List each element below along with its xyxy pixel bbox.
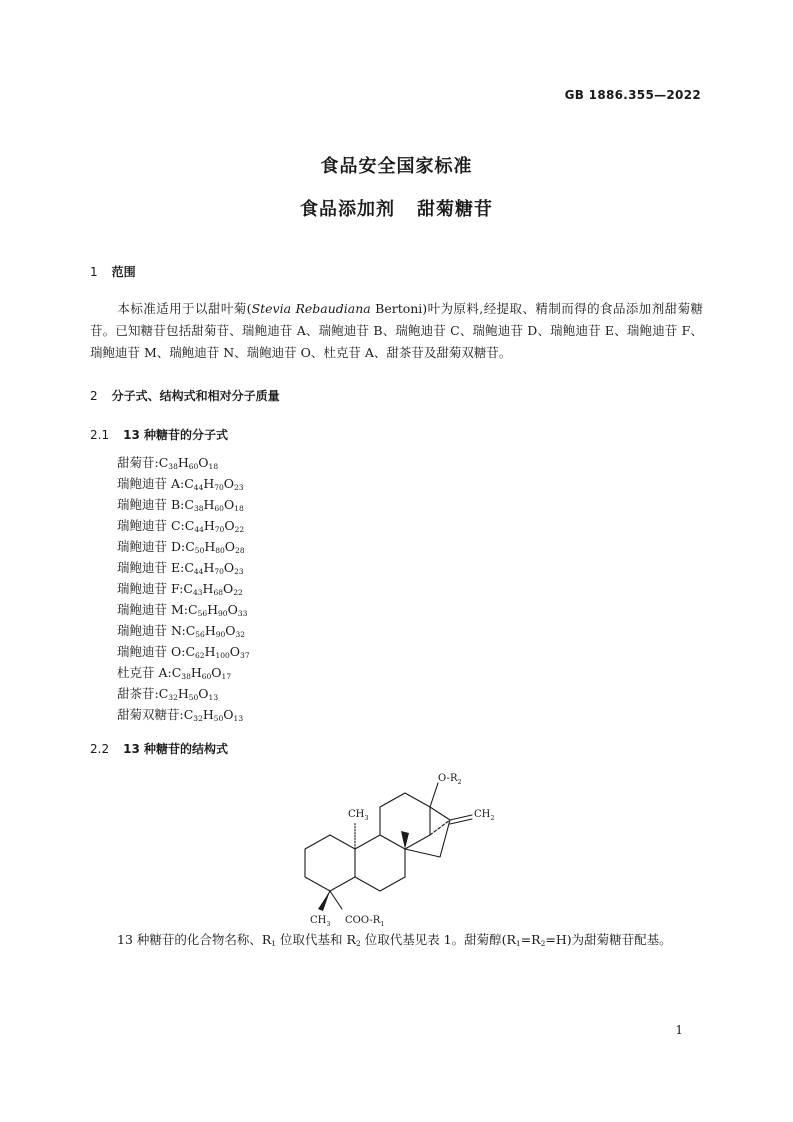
formula-item: 甜茶苷$:C_{32}H_{50}O_{13}$ xyxy=(117,686,219,702)
oxygen-count: 33 xyxy=(237,609,248,618)
formula-item: 杜克苷 $A:C_{38}H_{60}O_{17}$ xyxy=(117,665,232,681)
label-coor1: COO-$R_1$ xyxy=(345,915,385,927)
compound-name: 瑞鲍迪苷 M: xyxy=(117,602,188,617)
section-title: 13 种糖苷的分子式 xyxy=(123,428,228,442)
carbon-count: 38 xyxy=(181,672,191,681)
paragraph-text-post: Bertoni)叶为原料,经提取、精制而得的食品添加剂甜菊糖苷。已知糖苷包括甜菊苷、瑞鲍迪苷 A、瑞鲍迪苷 B、瑞鲍迪苷 C、瑞鲍迪苷 D、瑞鲍迪苷 E、瑞鲍迪苷 F、瑞鲍迪苷 M、瑞鲍迪苷 N、瑞鲍迪苷 O、杜克苷 A、甜茶苷及甜菊双糖苷。 xyxy=(90,301,703,360)
note-text-b: 位取代基和 R xyxy=(276,932,356,947)
carbon-count: 56 xyxy=(197,609,208,618)
label-ch2: $CH_2$ xyxy=(474,809,495,822)
hydrogen-count: 50 xyxy=(188,693,199,702)
oxygen-count: 23 xyxy=(234,567,244,576)
document-title: 食品安全国家标准 xyxy=(320,156,473,177)
formula-item: 瑞鲍迪苷 $M:C_{56}H_{90}O_{33}$ xyxy=(117,602,248,618)
note-text-a: 13 种糖苷的化合物名称、R xyxy=(117,932,272,947)
wedge-c8 xyxy=(401,831,409,849)
standard-number: GB 1886.355—2022 xyxy=(564,88,701,102)
note-paragraph xyxy=(90,929,703,951)
hydrogen-count: 80 xyxy=(215,546,225,555)
hydrogen-count: 68 xyxy=(213,588,223,597)
oxygen-count: 32 xyxy=(235,630,246,639)
oxygen-count: 22 xyxy=(233,588,243,597)
formula-item: 瑞鲍迪苷 $D:C_{50}H_{80}O_{28}$ xyxy=(117,539,245,555)
ring-a xyxy=(305,835,355,891)
section-number: 1 xyxy=(90,265,98,279)
compound-name: 瑞鲍迪苷 E: xyxy=(117,560,185,575)
section-1-paragraph xyxy=(90,298,703,364)
carbon-count: 62 xyxy=(195,651,205,660)
note-text-d: =R xyxy=(520,932,541,947)
section-2-2-heading xyxy=(90,740,228,757)
formula-item: 瑞鲍迪苷 $A:C_{44}H_{70}O_{23}$ xyxy=(117,476,244,492)
compound-name: 甜茶苷: xyxy=(117,686,159,701)
compound-name: 杜克苷 A: xyxy=(117,665,172,680)
section-2-heading xyxy=(90,387,280,404)
compound-name: 瑞鲍迪苷 A: xyxy=(117,476,185,491)
note-sub: 1 xyxy=(515,939,521,948)
label-ch3-bottom: $CH_3$ xyxy=(310,915,331,927)
c4-ester-bond xyxy=(330,891,342,909)
formula-item: 瑞鲍迪苷 $N:C_{56}H_{90}O_{32}$ xyxy=(117,623,246,639)
formula-item: 瑞鲍迪苷 $O:C_{62}H_{100}O_{37}$ xyxy=(117,644,250,660)
hydrogen-count: 60 xyxy=(188,462,199,471)
carbon-count: 38 xyxy=(168,462,178,471)
formula-item: 瑞鲍迪苷 $E:C_{44}H_{70}O_{23}$ xyxy=(117,560,244,576)
latin-name: Stevia Rebaudiana xyxy=(251,301,371,316)
hydrogen-count: 70 xyxy=(214,525,225,534)
subtitle-part-a: 食品添加剂 xyxy=(300,199,395,220)
subtitle-part-b: 甜菊糖苷 xyxy=(417,199,493,220)
ring-d xyxy=(405,807,450,857)
oxygen-count: 18 xyxy=(234,504,244,513)
compound-name: 瑞鲍迪苷 O: xyxy=(117,644,186,659)
note-sub: 2 xyxy=(355,939,361,948)
hydrogen-count: 60 xyxy=(214,504,224,513)
compound-name: 瑞鲍迪苷 B: xyxy=(117,497,185,512)
carbon-count: 44 xyxy=(193,567,204,576)
section-number: 2.2 xyxy=(90,742,110,756)
section-number: 2.1 xyxy=(90,428,110,442)
carbon-count: 44 xyxy=(194,525,204,534)
or2-bond xyxy=(430,783,438,807)
compound-name: 甜菊苷: xyxy=(117,455,159,470)
oxygen-count: 28 xyxy=(235,546,245,555)
formula-item: 甜菊双糖苷$:C_{32}H_{50}O_{13}$ xyxy=(117,707,244,723)
carbon-count: 50 xyxy=(194,546,205,555)
oxygen-count: 13 xyxy=(233,714,244,723)
hydrogen-count: 90 xyxy=(215,630,226,639)
hydrogen-count: 50 xyxy=(213,714,224,723)
formula-list xyxy=(117,452,250,725)
oxygen-count: 23 xyxy=(234,483,244,492)
section-2-1-heading xyxy=(90,426,228,443)
hydrogen-count: 100 xyxy=(215,651,230,660)
hydrogen-count: 70 xyxy=(214,483,224,492)
carbon-count: 32 xyxy=(168,693,178,702)
wedge-c4 xyxy=(318,891,330,911)
structural-formula xyxy=(290,765,510,927)
carbon-count: 32 xyxy=(193,714,203,723)
label-ch3-top: $CH_3$ xyxy=(348,809,369,822)
section-1-heading xyxy=(90,263,136,280)
formula-item: 甜菊苷$:C_{38}H_{60}O_{18}$ xyxy=(117,455,219,471)
compound-name: 瑞鲍迪苷 C: xyxy=(117,518,185,533)
hydrogen-count: 90 xyxy=(218,609,228,618)
carbon-count: 56 xyxy=(195,630,205,639)
label-or2: $O-R_2$ xyxy=(438,773,462,786)
formula-item: 瑞鲍迪苷 $B:C_{38}H_{60}O_{18}$ xyxy=(117,497,244,513)
carbon-count: 43 xyxy=(193,588,203,597)
formula-item: 瑞鲍迪苷 $F:C_{43}H_{68}O_{22}$ xyxy=(117,581,243,597)
section-title: 13 种糖苷的结构式 xyxy=(123,742,228,756)
carbon-count: 44 xyxy=(193,483,204,492)
compound-name: 瑞鲍迪苷 N: xyxy=(117,623,186,638)
compound-name: 瑞鲍迪苷 F: xyxy=(117,581,184,596)
oxygen-count: 22 xyxy=(234,525,245,534)
oxygen-count: 18 xyxy=(208,462,219,471)
paragraph-text-pre: 本标准适用于以甜叶菊( xyxy=(117,301,252,316)
section-number: 2 xyxy=(90,389,98,403)
note-sub: 2 xyxy=(540,939,546,948)
compound-name: 瑞鲍迪苷 D: xyxy=(117,539,186,554)
document-subtitle xyxy=(0,195,793,221)
hydrogen-count: 60 xyxy=(201,672,212,681)
note-text-c: 位取代基见表 1。甜菊醇(R xyxy=(360,932,516,947)
page-number: 1 xyxy=(675,1023,683,1037)
compound-name: 甜菊双糖苷: xyxy=(117,707,184,722)
oxygen-count: 37 xyxy=(240,651,250,660)
carbon-count: 38 xyxy=(193,504,204,513)
note-text-e: =H)为甜菊糖苷配基。 xyxy=(545,932,672,947)
oxygen-count: 17 xyxy=(221,672,232,681)
note-sub: 1 xyxy=(271,939,277,948)
ring-b xyxy=(355,835,405,891)
section-title: 分子式、结构式和相对分子质量 xyxy=(111,389,280,403)
formula-item: 瑞鲍迪苷 $C:C_{44}H_{70}O_{22}$ xyxy=(117,518,245,534)
section-title: 范围 xyxy=(111,265,136,279)
oxygen-count: 13 xyxy=(208,693,219,702)
hydrogen-count: 70 xyxy=(214,567,224,576)
